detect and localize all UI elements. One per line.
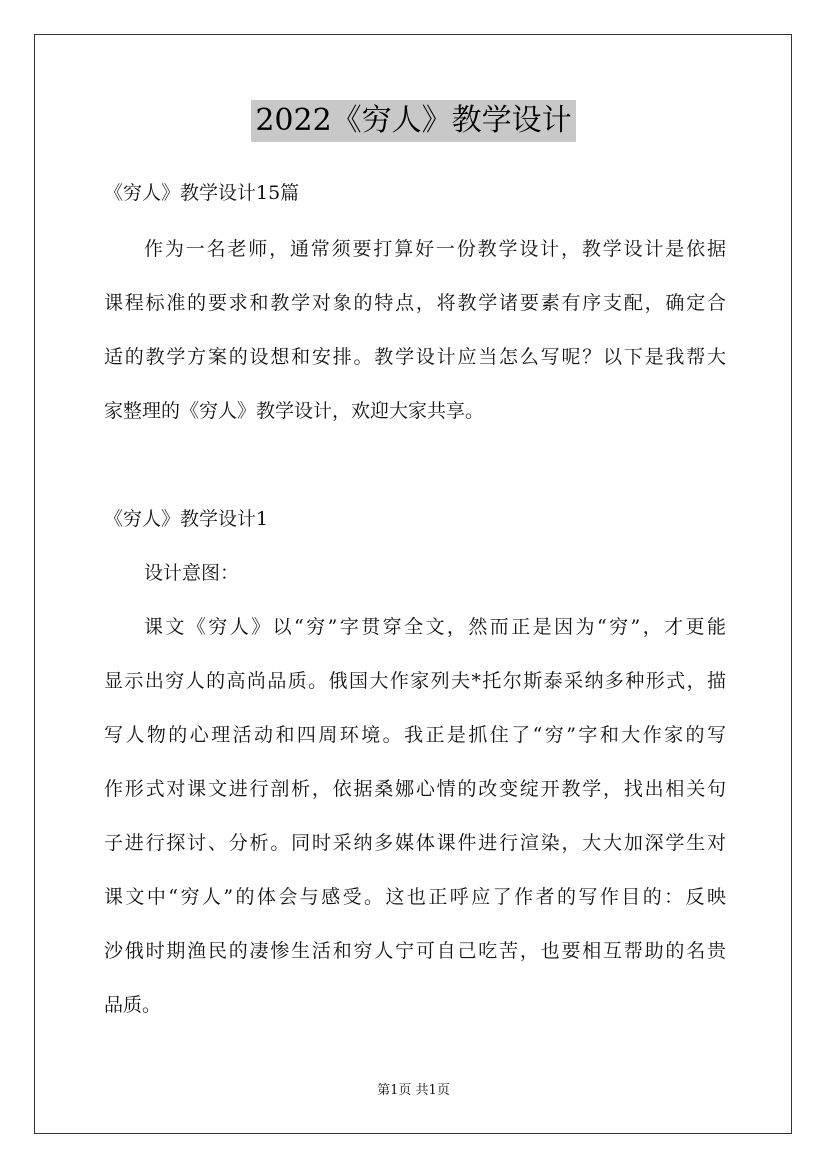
body-line-3: 写人物的心理活动和四周环境。我正是抓住了“穷”字和大作家的写 — [104, 724, 726, 746]
body-line-6: 课文中“穷人”的体会与感受。这也正呼应了作者的写作目的：反映 — [104, 886, 726, 908]
document-title: 2022《穷人》教学设计 — [251, 100, 575, 142]
intro-line-2: 课程标准的要求和教学对象的特点，将教学诸要素有序支配，确定合 — [104, 292, 726, 314]
section-heading: 《穷人》教学设计1 — [104, 508, 269, 530]
intro-line-3: 适的教学方案的设想和安排。教学设计应当怎么写呢？以下是我帮大 — [104, 346, 726, 368]
body-line-1: 课文《穷人》以“穷”字贯穿全文，然而正是因为“穷”，才更能 — [144, 616, 726, 638]
body-line-4: 作形式对课文进行剖析，依据桑娜心情的改变绽开教学，找出相关句 — [104, 778, 726, 800]
body-line-2: 显示出穷人的高尚品质。俄国大作家列夫*托尔斯泰采纳多种形式，描 — [104, 670, 726, 692]
page-footer: 第1页 共1页 — [377, 1083, 450, 1098]
body-line-8: 品质。 — [104, 994, 162, 1016]
title-container — [0, 100, 827, 142]
intro-line-1: 作为一名老师，通常须要打算好一份教学设计，教学设计是依据 — [144, 238, 726, 260]
design-intent-label: 设计意图： — [144, 562, 240, 584]
body-line-7: 沙俄时期渔民的凄惨生活和穷人宁可自己吃苦，也要相互帮助的名贵 — [104, 940, 726, 962]
body-line-5: 子进行探讨、分析。同时采纳多媒体课件进行渲染，大大加深学生对 — [104, 832, 726, 854]
intro-line-4: 家整理的《穷人》教学设计，欢迎大家共享。 — [104, 400, 485, 422]
document-subtitle: 《穷人》教学设计15篇 — [104, 182, 300, 204]
